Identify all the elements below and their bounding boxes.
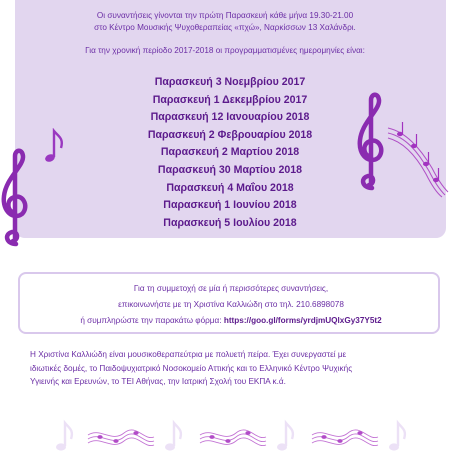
date-item: Παρασκευή 30 Μαρτίου 2018 [157, 163, 303, 176]
eighth-note-icon [389, 423, 405, 451]
music-decoration-row [0, 415, 450, 455]
date-item: Παρασκευή 5 Ιουλίου 2018 [163, 216, 297, 229]
contact-box [18, 272, 440, 334]
contact-line-1: Για τη συμμετοχή σε μία ή περισσότερες συναντήσεις, [133, 284, 329, 293]
date-item: Παρασκευή 2 Φεβρουαρίου 2018 [147, 128, 313, 141]
date-item: Παρασκευή 3 Νοεμβρίου 2017 [154, 76, 306, 88]
date-item: Παρασκευή 2 Μαρτίου 2018 [160, 146, 300, 159]
music-staff-icon [386, 118, 450, 198]
contact-line-3 [20, 316, 442, 325]
bio-line-2: ιδιωτικές δομές, το Παιδοψυχιατρικό Νοσοκομείο Αττικής και το Ελληνικό Κέντρο Ψυχικής [30, 363, 353, 373]
form-prompt: ή συμπληρώστε την παρακάτω φόρμα: [80, 316, 222, 325]
contact-line-2: επικοινωνήστε με τη Χριστίνα Καλλιώδη στο τηλ. 210.6898078 [118, 300, 344, 309]
date-item: Παρασκευή 1 Ιουνίου 2018 [163, 199, 297, 212]
eighth-note-icon [56, 423, 72, 451]
treble-clef-icon [0, 148, 28, 248]
intro-line-2: στο Κέντρο Μουσικής Ψυχοθεραπείας «πχώ», Ναρκίσσων 13 Χαλάνδρι. [94, 23, 356, 32]
form-link[interactable]: https://goo.gl/forms/yrdjmUQlxGy37Y5t2 [223, 316, 382, 325]
bio-line-1: Η Χριστίνα Καλλιώδη είναι μουσικοθεραπεύτρια με πολυετή πείρα. Έχει συνεργαστεί με [30, 350, 347, 359]
bio-paragraph [30, 348, 435, 389]
eighth-note-icon [165, 423, 181, 451]
date-item: Παρασκευή 4 Μαΐου 2018 [166, 181, 294, 194]
date-item: Παρασκευή 1 Δεκεμβρίου 2017 [152, 93, 308, 106]
intro-line-3: Για την χρονική περίοδο 2017-2018 οι προγραμματισμένες ημερομηνίες είναι: [85, 46, 365, 55]
eighth-note-icon [277, 423, 293, 451]
bio-line-3: Υγιεινής και Ερευνών, το ΤΕΙ Αθήνας, την Ιατρική Σχολή του ΕΚΠΑ κ.ά. [30, 377, 286, 386]
date-item: Παρασκευή 12 Ιανουαρίου 2018 [150, 111, 310, 124]
intro-line-1: Οι συναντήσεις γίνονται την πρώτη Παρασκευή κάθε μήνα 19.30-21.00 [96, 11, 354, 20]
treble-clef-icon [354, 92, 386, 192]
eighth-note-icon [44, 128, 66, 164]
